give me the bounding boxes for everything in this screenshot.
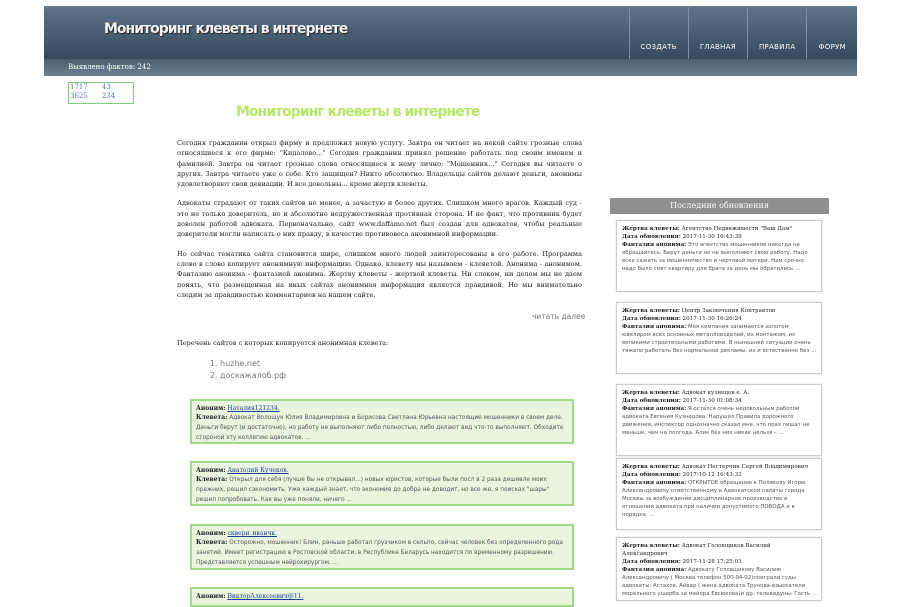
update-date: 2017-11-30 16:43:39 (682, 234, 742, 240)
paragraph: Сегодня гражданин открыл фирму и предложил новую услугу. Завтра он читает на некой сайте грозные слова относящиеся к его фирме: "Кидалово..." Сегодня гражданин принял решение работать под своим именем и фамилией. Завтра он читает грозные слова относящиеся к нему лично: "Мошенник..." Сегодня вы читаете о других. Завтра читаете уже о себе. Кто защищен? Никто абсолютно. Владельцы сайтов делают деньги, анонимы удовлетворяют свои девиации. И все довольны... кроме жертв клеветы. (177, 139, 582, 189)
victim-name[interactable]: Адвокат Головщиков Василий Александрович (622, 543, 771, 557)
sub-bar (44, 59, 857, 76)
stats-value: 3625 (70, 92, 88, 100)
update-date: 2017-11-30 01:08:34 (682, 398, 742, 404)
anon-nick-link[interactable]: скверн_иванчк. (227, 530, 277, 537)
site-header (44, 6, 857, 60)
stats-value: 43 (101, 83, 111, 91)
victim-label: Жертва клеветы: (622, 308, 680, 314)
date-label: Дата обновления: (622, 472, 681, 478)
claim-text: Осторожно, мошенник! Блин, раньше работал грузчиком в сельпо, сейчас человек без определенного рода занятий. Имеет регистрацию в Ростовской области, в Республике Беларусь находится по временному разрешению. Представляется успешным нейрохирургом, ... (196, 540, 563, 566)
update-item (616, 384, 822, 456)
fantasy-text: ОТКРЫТОЕ обращение к Полякову Игорю Александровичу ответственному в Адвокатской палаты города Москвы за возбуждение дисциплинарное производство в отношении адвоката при наличии допустимого ПОВОДА и в порядке, ... (622, 480, 806, 518)
date-label: Дата обновления: (622, 316, 681, 322)
slander-card (190, 587, 574, 607)
claim-label: Клевета: (196, 414, 228, 421)
nav-create[interactable]: СОЗДАТЬ (629, 7, 688, 60)
stats-row (69, 83, 133, 92)
nav-rules[interactable]: ПРАВИЛА (747, 7, 806, 60)
slander-card (190, 461, 574, 506)
fantasy-label: Фантазия анонима: (622, 567, 687, 573)
read-more-link[interactable]: читать далее (532, 312, 586, 321)
intro-text (177, 138, 582, 309)
sites-list-intro: Перечень сайтов с которых копируется анонимная клевета: (177, 339, 389, 347)
stats-value: 1717 (70, 83, 88, 91)
update-item (616, 220, 822, 292)
fantasy-text: Адвокату Головщикову Василию Александровичу ( Москва телефон 500-94-02)поиграли суды адвокаты: Астахов, Айвар ( жена адвоката Трунова-взыскатели морального ущерба за майора Евсюкова)и др. телевидуны. Гость ... (622, 567, 817, 597)
stats-value: 234 (101, 92, 116, 100)
fantasy-label: Фантазия анонима: (622, 242, 687, 248)
update-item (616, 458, 822, 530)
update-date: 2017-11-28 17:25:03 (682, 559, 742, 565)
update-date: 2017-11-30 16:26:24 (682, 316, 742, 322)
fantasy-text: Это агентство мошенников никогда не обращайтесь. Берут деньги но не выполняют свою работу. Надо всех сажать за мошенничество и чертовой матери. Нам срочно надо было снят квартиру для брата за день мы обратились ... (622, 242, 808, 272)
paragraph: Адвокаты страдают от таких сайтов не менее, а зачастую и более других. Слишком много врагов. Каждый суд - это не только доверитель, но и абсолютно недружественная противная сторона. И не факт, что противник будет доволен работой адвоката. Первоначально, сайт www.daffamo.net был создан для адвокатов, чтобы реальные доверители могли написать о них правду, в качестве противовеса анонимной информации. (177, 199, 582, 239)
stats-box (68, 82, 134, 104)
claim-label: Клевета: (196, 539, 228, 546)
victim-name[interactable]: Агентство Недвижимости "Ваш Дом" (681, 226, 793, 232)
update-date: 2017-10-12 16:43:33 (682, 472, 742, 478)
page-frame (44, 6, 857, 601)
paragraph: Но сейчас тематика сайта становится шире, слишком много людей заинтересованы в его работе. Программа слово в слово копирует анонимную информацию. Однако, клевету мы называем - клеветой. Анонима - анонимом. Фантазию анонима - фантазией анонима. Жертву клеветы - жертвой клеветы. Ни слоком, ни делом мы не даем понять, что размещенная на иных сайтах анонимная информация является правдивой. Но мы внимательно следим за правдивостью комментариев на нашем сайте. (177, 249, 582, 299)
slander-card (190, 524, 574, 570)
fantasy-text: Моя компания занимается золотом ювелиром всех основных металлоизделий, их монтажом, их великими строительными работами. В нынешней ситуации очень тяжело работать без нормальной рекламы, их и естественно без ... (622, 324, 817, 354)
fantasy-text: Я остался очень недовольным работой адвоката Евгения Кузнецова. Нарушил Правила дорожного движения, инспектор однозначно сказал мне, что праз лишат не меньше, чем на полгода. Алик без них никак нельзя – ... (622, 406, 810, 436)
nav-home[interactable]: ГЛАВНАЯ (688, 7, 747, 60)
site-link[interactable]: 2. доскажалоб.рф (220, 370, 286, 382)
site-title[interactable]: Мониторинг клеветы в интернете (104, 21, 348, 37)
claim-label: Клевета: (196, 476, 228, 483)
fantasy-label: Фантазия анонима: (622, 324, 687, 330)
recent-updates-title: Последние обновления (610, 198, 829, 214)
stats-row (69, 92, 133, 101)
anon-label: Аноним: (196, 530, 226, 537)
anon-label: Аноним: (196, 405, 226, 412)
victim-label: Жертва клеветы: (622, 226, 680, 232)
fantasy-label: Фантазия анонима: (622, 406, 687, 412)
anon-label: Аноним: (196, 593, 226, 600)
main-nav (629, 7, 858, 60)
victim-name[interactable]: Центр Заключения Контрактов (681, 308, 776, 314)
victim-label: Жертва клеветы: (622, 464, 680, 470)
anon-nick-link[interactable]: Наталия121234. (227, 405, 280, 412)
nav-forum[interactable]: ФОРУМ (806, 7, 857, 60)
page-title: Мониторинг клеветы в интернете (236, 104, 480, 120)
anon-nick-link[interactable]: Анатолий Кучеков. (227, 467, 289, 474)
victim-label: Жертва клеветы: (622, 390, 680, 396)
update-item (616, 537, 822, 601)
update-item (616, 302, 822, 374)
sites-list (210, 358, 286, 382)
victim-label: Жертва клеветы: (622, 543, 680, 549)
claim-text: Адвокат Волощук Юлия Владимировна и Борисова Светлана Юрьевна настоящие мошенники в своем деле. Деньги берут (и достаточно), но работу не выполняют либо полностью, либо делают вид что-то выполняют. Обходите стороной эту коллегию адвокатов. ... (196, 415, 564, 441)
date-label: Дата обновления: (622, 234, 681, 240)
slander-card (190, 399, 574, 444)
facts-counter: Выявлено фактов: 242 (68, 63, 151, 71)
anon-nick-link[interactable]: ВикторАлексеевич@11. (227, 593, 304, 600)
victim-name[interactable]: Адвокат Нестерчик Сергей Владимирович (681, 464, 809, 470)
site-link[interactable]: 1. huzhe.net (220, 358, 286, 370)
victim-name[interactable]: Адвокат кузнецов е. А. (681, 390, 750, 396)
claim-text: Открыл для себя (лучше бы не открывал...) новых юристов, которые были посл в 2 раза дешевле моих прежних, решил сэкономить. Уже каждый знает, что экономия до добра не доводит, но все же, я поисках "шары" решил попробовать. Как вы уже поняли, ничего ... (196, 477, 550, 503)
anon-label: Аноним: (196, 467, 226, 474)
date-label: Дата обновления: (622, 398, 681, 404)
date-label: Дата обновления: (622, 559, 681, 565)
fantasy-label: Фантазия анонима: (622, 480, 687, 486)
